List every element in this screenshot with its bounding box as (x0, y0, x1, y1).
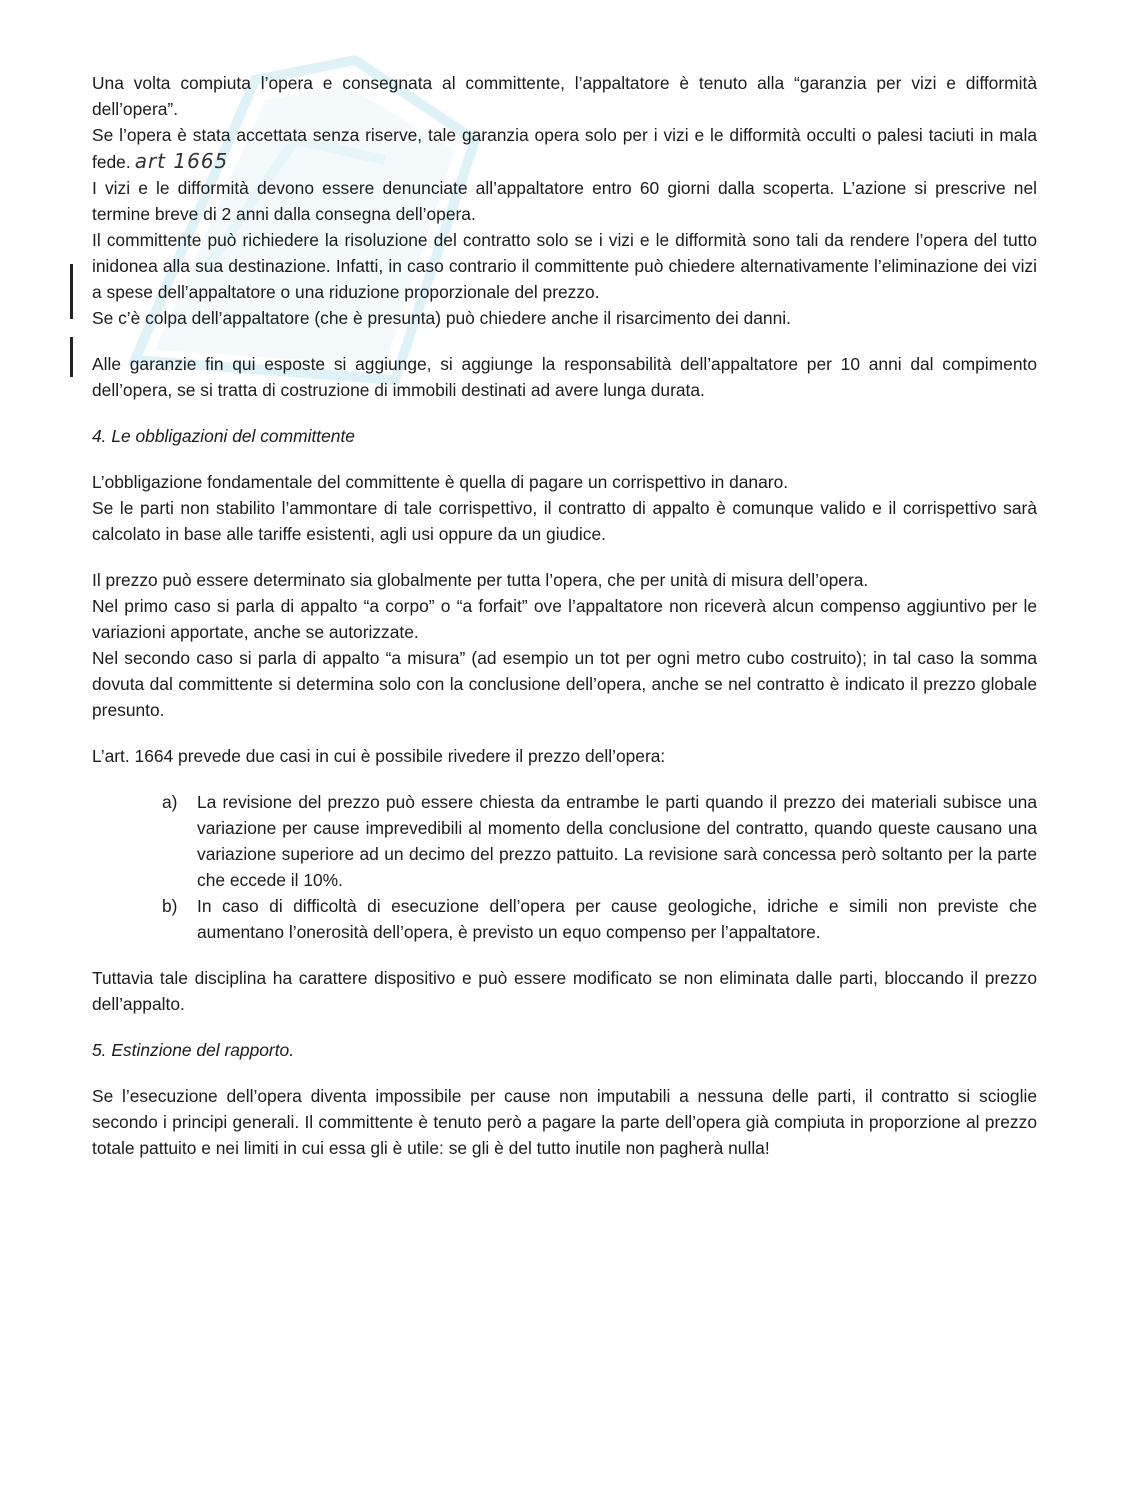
document-body (92, 70, 1037, 1161)
list (92, 789, 1037, 945)
paragraph: Il committente può richiedere la risoluzione del contratto solo se i vizi e le difformità sono tali da rendere l’opera del tutto inidonea alla sua destinazione. Infatti, in caso contrario il committente può chiedere alternativamente l’eliminazione dei vizi a spese dell’appaltatore o una riduzione proporzionale del prezzo. (92, 230, 1037, 302)
paragraph: Se l’esecuzione dell’opera diventa impossibile per cause non imputabili a nessuna delle parti, il contratto si scioglie secondo i principi generali. Il committente è tenuto però a pagare la parte dell’opera già compiuta in proporzione al prezzo totale pattuito e nei limiti in cui essa gli è utile: se gli è del tutto inutile non pagherà nulla! (92, 1086, 1037, 1158)
paragraph: I vizi e le difformità devono essere denunciate all’appaltatore entro 60 giorni dalla scoperta. L’azione si prescrive nel termine breve di 2 anni dalla consegna dell’opera. (92, 178, 1037, 224)
paragraph: Nel primo caso si parla di appalto “a corpo” o “a forfait” ove l’appaltatore non riceverà alcun compenso aggiuntivo per le variazioni apportate, anche se autorizzate. (92, 596, 1037, 642)
paragraph: Tuttavia tale disciplina ha carattere dispositivo e può essere modificato se non eliminata dalle parti, bloccando il prezzo dell’appalto. (92, 968, 1037, 1014)
paragraph: Se le parti non stabilito l’ammontare di tale corrispettivo, il contratto di appalto è comunque valido e il corrispettivo sarà calcolato in base alle tariffe esistenti, agli usi oppure da un giudice. (92, 498, 1037, 544)
paragraph (92, 122, 1037, 175)
paragraph: Alle garanzie fin qui esposte si aggiunge, si aggiunge la responsabilità dell’appaltatore per 10 anni dal compimento dell’opera, se si tratta di costruzione di immobili destinati ad avere lunga durata. (92, 354, 1037, 400)
paragraph: Una volta compiuta l’opera e consegnata al committente, l’appaltatore è tenuto alla “garanzia per vizi e difformità dell’opera”. (92, 73, 1037, 119)
section-heading: 5. Estinzione del rapporto. (92, 1040, 295, 1060)
list-item-text: In caso di difficoltà di esecuzione dell’opera per cause geologiche, idriche e simili non previste che aumentano l’onerosità dell’opera, è previsto un equo compenso per l’appaltatore. (197, 896, 1037, 942)
paragraph: Se c’è colpa dell’appaltatore (che è presunta) può chiedere anche il risarcimento dei danni. (92, 308, 791, 328)
section-heading: 4. Le obbligazioni del committente (92, 426, 355, 446)
handwritten-note: art 1665 (134, 149, 229, 173)
paragraph: Il prezzo può essere determinato sia globalmente per tutta l’opera, che per unità di misura dell’opera. (92, 570, 869, 590)
list-marker: a) (162, 792, 178, 812)
paragraph: Nel secondo caso si parla di appalto “a misura” (ad esempio un tot per ogni metro cubo costruito); in tal caso la somma dovuta dal committente si determina solo con la conclusione dell’opera, anche se nel contratto è indicato il prezzo globale presunto. (92, 648, 1037, 720)
margin-bracket (70, 264, 73, 319)
paragraph-text: Se l’opera è stata accettata senza riserve, tale garanzia opera solo per i vizi e le difformità occulti o palesi taciuti in mala fede. (92, 125, 1037, 172)
list-marker: b) (162, 896, 178, 916)
list-item (92, 789, 1037, 893)
list-item (92, 893, 1037, 945)
paragraph: L’obbligazione fondamentale del committente è quella di pagare un corrispettivo in danaro. (92, 472, 789, 492)
paragraph: L’art. 1664 prevede due casi in cui è possibile rivedere il prezzo dell’opera: (92, 746, 666, 766)
list-item-text: La revisione del prezzo può essere chiesta da entrambe le parti quando il prezzo dei materiali subisce una variazione per cause imprevedibili al momento della conclusione del contratto, quando queste causano una variazione superiore ad un decimo del prezzo pattuito. La revisione sarà concessa però soltanto per la parte che eccede il 10%. (197, 792, 1037, 890)
margin-bracket (70, 337, 73, 377)
